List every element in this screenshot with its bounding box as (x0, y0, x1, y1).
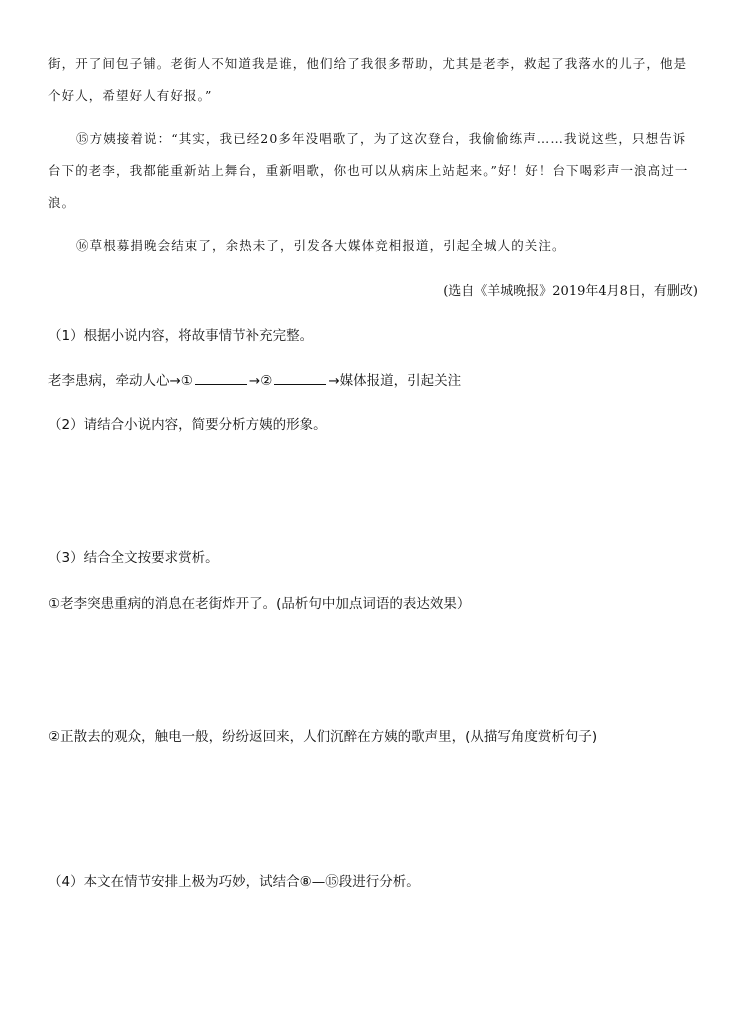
answer-blank-2[interactable] (274, 370, 326, 385)
paragraph-16: ⑯草根募捐晚会结束了，余热未了，引发各大媒体竞相报道，引起全城人的关注。 (76, 238, 566, 253)
question-3-item-2: ②正散去的观众，触电一般，纷纷返回来，人们沉醉在方姨的歌声里，(从描写角度赏析句子) (48, 729, 598, 745)
source-citation: (选自《羊城晚报》2019年4月8日，有删改) (443, 284, 698, 299)
question-3: （3）结合全文按要求赏析。 (48, 550, 219, 566)
plot-chain-start: 老李患病，牵动人心→① (48, 373, 193, 389)
answer-blank-1[interactable] (195, 370, 247, 385)
plot-chain-end: →媒体报道，引起关注 (328, 373, 462, 389)
paragraph-15: ⑮方姨接着说：“其实，我已经20多年没唱歌了，为了这次登台，我偷偷练声……我说这些，只想告诉台下的老李，我都能重新站上舞台，重新唱歌，你也可以从病床上站起来。”好！好！台下喝彩声一浪高过一浪。 (48, 131, 689, 210)
question-2: （2）请结合小说内容，简要分析方姨的形象。 (48, 417, 327, 433)
plot-chain-arrow-2: →② (248, 373, 273, 389)
question-3-item-1: ①老李突患重病的消息在老街炸开了。(品析句中加点词语的表达效果） (48, 596, 471, 612)
question-1-plot-chain (48, 369, 461, 393)
question-4: （4）本文在情节安排上极为巧妙，试结合⑧—⑮段进行分析。 (48, 874, 420, 890)
question-1: （1）根据小说内容，将故事情节补充完整。 (48, 328, 314, 344)
paragraph-continuation: 街，开了间包子铺。老街人不知道我是谁，他们给了我很多帮助，尤其是老李，救起了我落水的儿子，他是个好人，希望好人有好报。” (48, 56, 688, 103)
